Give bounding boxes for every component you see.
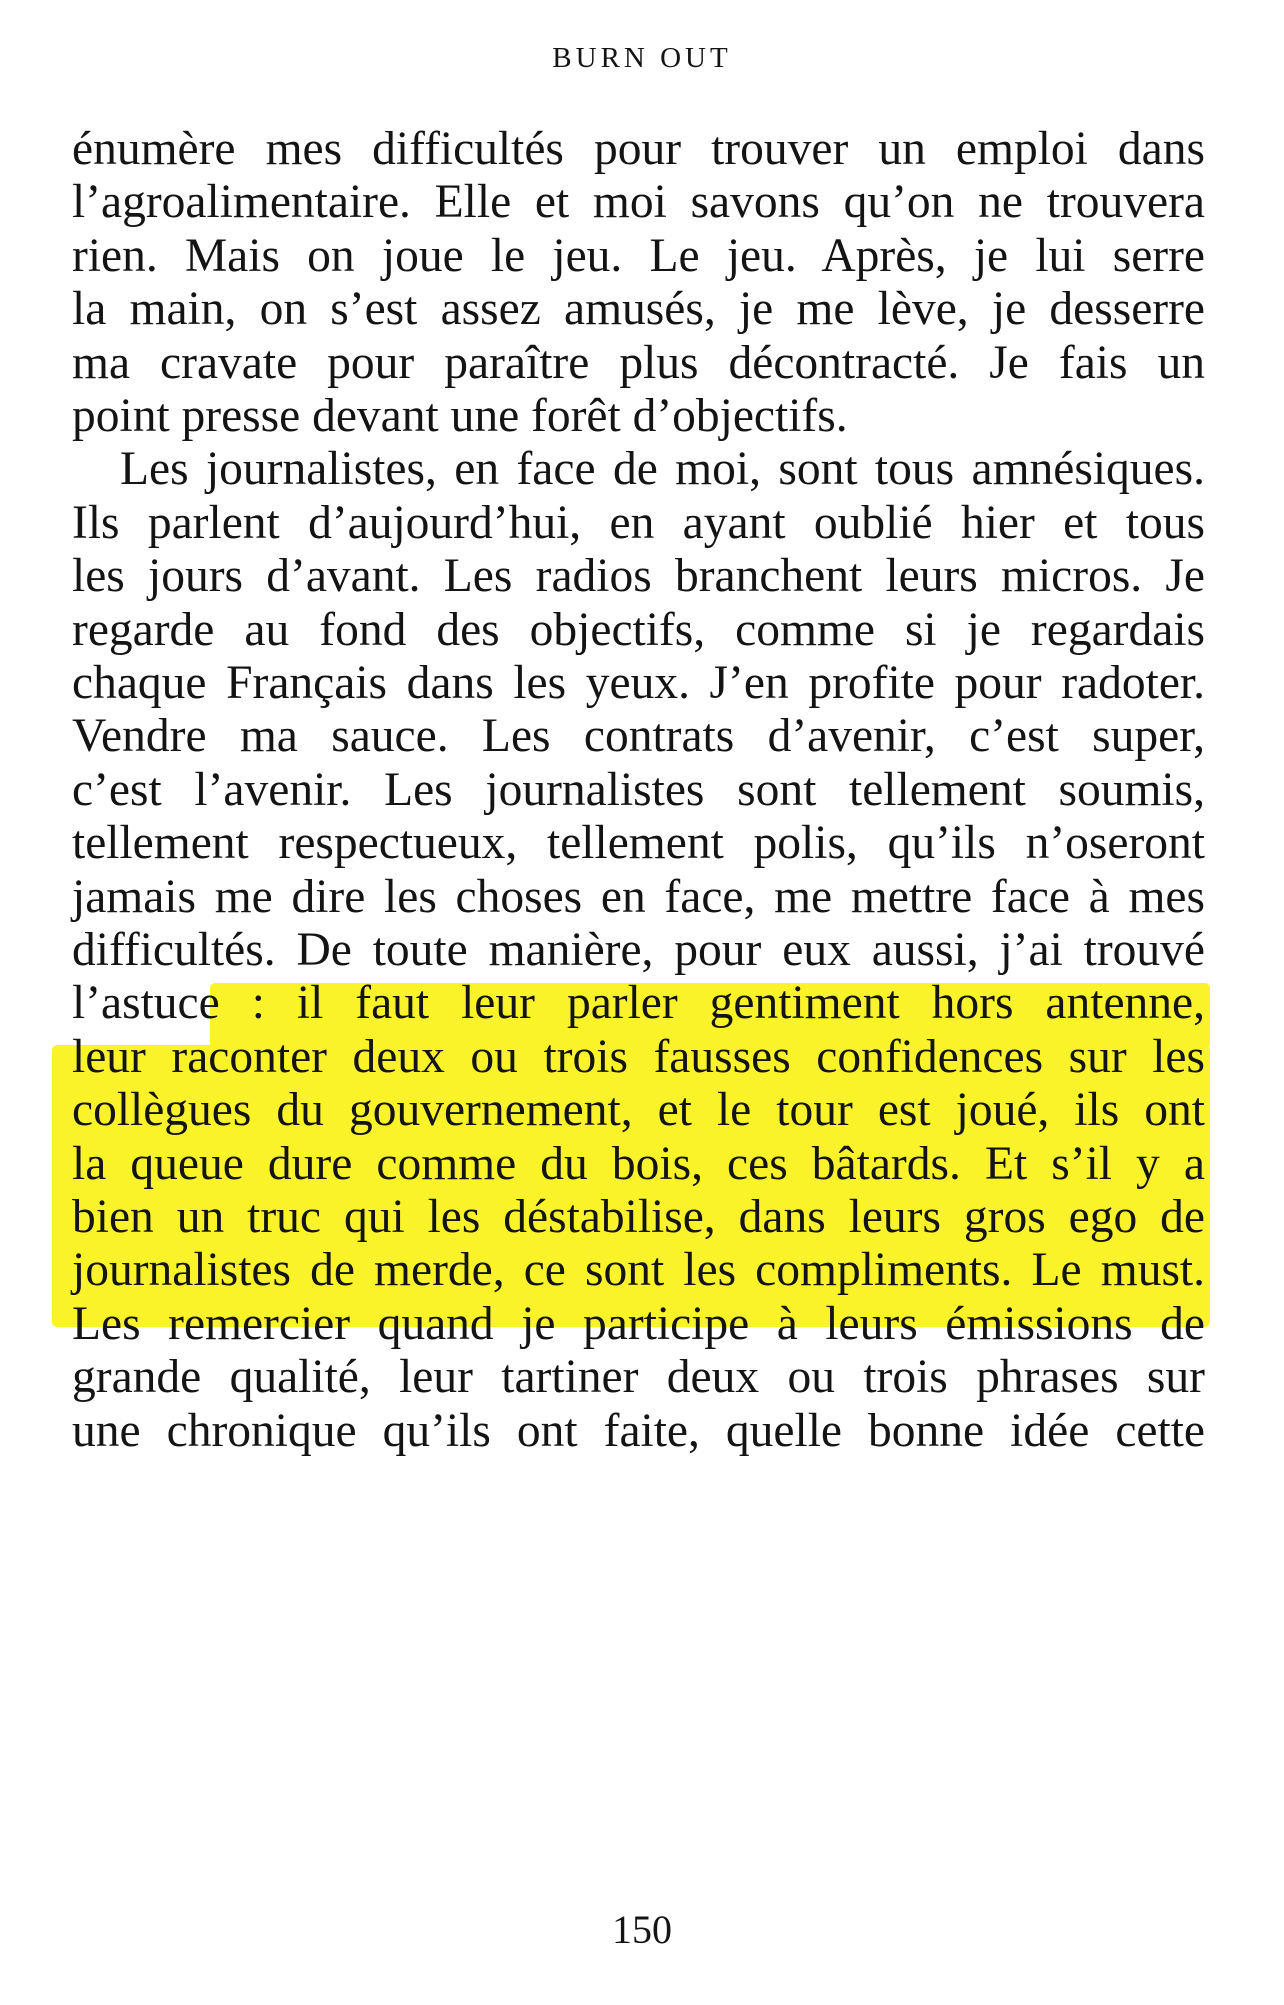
text-line: Les remercier quand je participe à leurs émissions de xyxy=(72,1297,1205,1350)
page-number: 150 xyxy=(612,1907,672,1952)
text-line: tellement respectueux, tellement polis, qu’ils n’oseront xyxy=(72,817,1205,870)
text-line: Ils parlent d’aujourd’hui, en ayant oublié hier et tous xyxy=(72,496,1205,549)
text-line: l’astuce : il faut leur parler gentiment hors antenne, xyxy=(72,977,1205,1030)
text-line: journalistes de merde, ce sont les compliments. Le must. xyxy=(72,1244,1205,1297)
text-line: collègues du gouvernement, et le tour est joué, ils ont xyxy=(72,1084,1205,1137)
text-line: rien. Mais on joue le jeu. Le jeu. Après, je lui serre xyxy=(72,229,1205,282)
text-line: la main, on s’est assez amusés, je me lève, je desserre xyxy=(72,283,1205,336)
text-line: regarde au fond des objectifs, comme si je regardais xyxy=(72,603,1205,656)
text-line: ma cravate pour paraître plus décontracté. Je fais un xyxy=(72,336,1205,389)
text-line: une chronique qu’ils ont faite, quelle bonne idée cette xyxy=(72,1404,1205,1457)
running-head: BURN OUT xyxy=(552,42,732,74)
text-line: jamais me dire les choses en face, me mettre face à mes xyxy=(72,870,1205,923)
text-line: grande qualité, leur tartiner deux ou trois phrases sur xyxy=(72,1351,1205,1404)
text-line: énumère mes difficultés pour trouver un emploi dans xyxy=(72,123,1205,175)
text-line: difficultés. De toute manière, pour eux aussi, j’ai trouvé xyxy=(72,924,1205,976)
text-line: c’est l’avenir. Les journalistes sont tellement soumis, xyxy=(72,763,1205,816)
text-line: point presse devant une forêt d’objectifs. xyxy=(72,390,848,442)
text-line: leur raconter deux ou trois fausses confidences sur les xyxy=(72,1030,1205,1083)
text-line: bien un truc qui les déstabilise, dans leurs gros ego de xyxy=(72,1191,1205,1243)
text-line: les jours d’avant. Les radios branchent leurs micros. Je xyxy=(72,550,1205,603)
text-line: Vendre ma sauce. Les contrats d’avenir, c’est super, xyxy=(72,710,1205,763)
text-line: chaque Français dans les yeux. J’en profite pour radoter. xyxy=(72,657,1205,709)
text-line: l’agroalimentaire. Elle et moi savons qu’on ne trouvera xyxy=(72,176,1205,229)
text-line: la queue dure comme du bois, ces bâtards. Et s’il y a xyxy=(72,1137,1205,1190)
text-line: Les journalistes, en face de moi, sont tous amnésiques. xyxy=(120,443,1205,496)
